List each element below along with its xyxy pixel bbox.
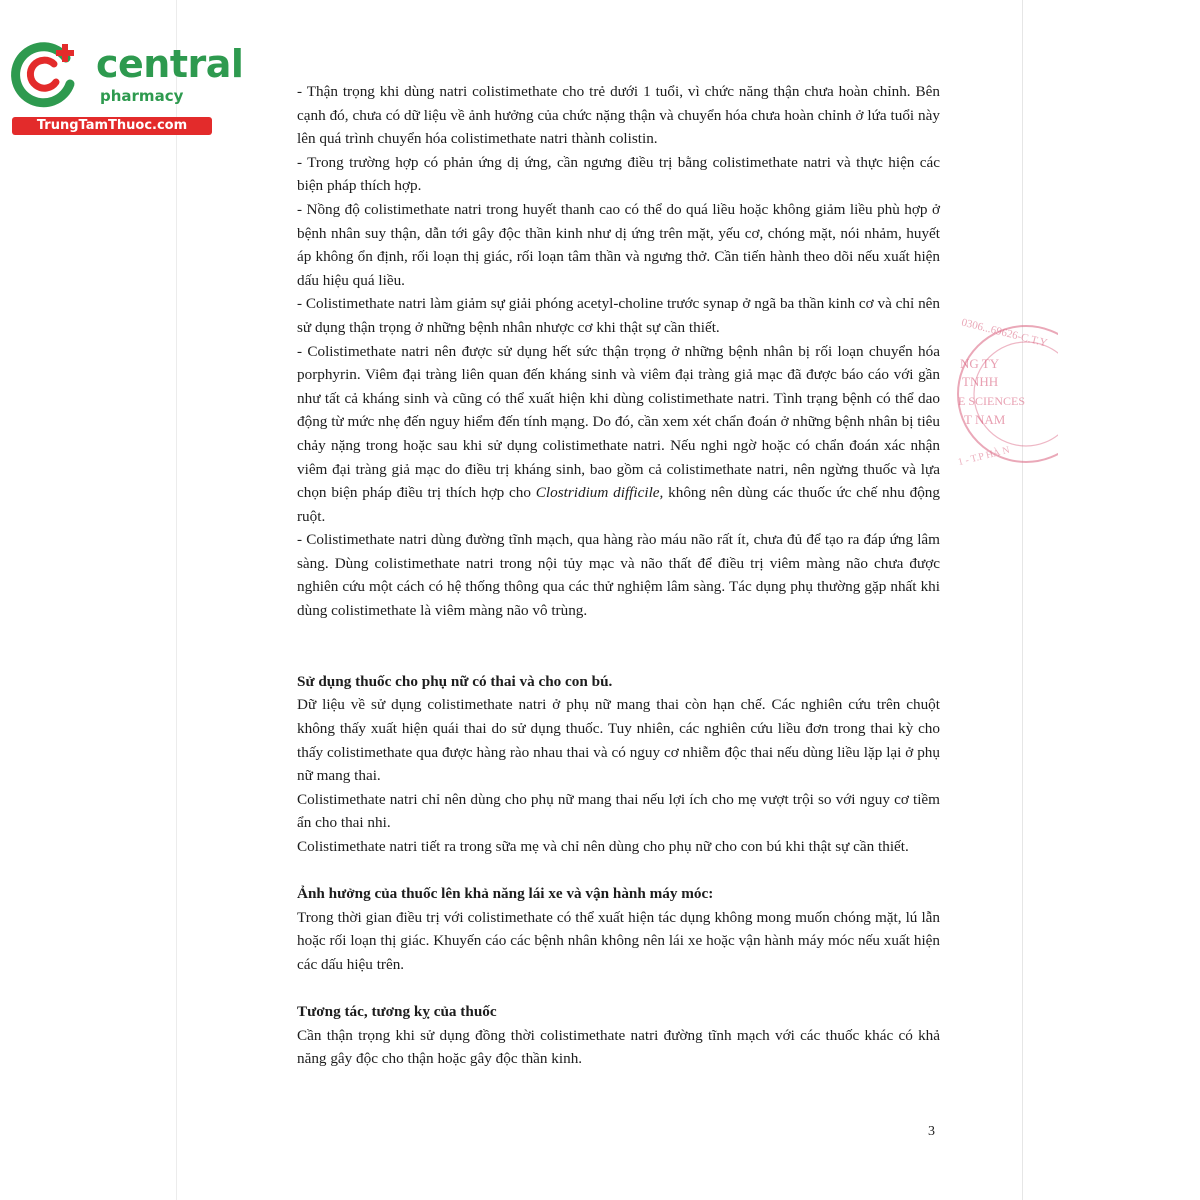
logo-website: TrungTamThuoc.com <box>12 117 212 135</box>
section-heading-interactions: Tương tác, tương kỵ của thuốc <box>297 1003 497 1021</box>
central-logo-icon <box>10 38 82 110</box>
cdiff-text-after: không nên dùng các thuốc ức chế nhu động ruột. <box>297 484 940 525</box>
cdiff-text-before: - Colistimethate natri nên được sử dụng hết sức thận trọng ở những bệnh nhân bị rối loạn chuyển hóa porphyrin. Viêm đại tràng liên quan đến kháng sinh và viêm đại tràng giả mạc đã được báo cáo với gần như tất cả kháng sinh và cũng có thể xuất hiện khi dùng colistimethate natri. Tình trạng bệnh có thể dao động từ mức nhẹ đến nguy hiểm đến tính mạng. Do đó, cần xem xét chẩn đoán ở những bệnh nhân bị tiêu chảy nặng trong hoặc sau khi sử dụng colistimethate natri. Nếu nghi ngờ hoặc có chẩn đoán xác nhận viêm đại tràng giả mạc do điều trị kháng sinh, bao gồm cả colistimethate natri, nên ngừng thuốc và lựa chọn biện pháp điều trị thích hợp cho <box>297 342 940 502</box>
document-body <box>297 80 940 1071</box>
interactions-paragraph: Cần thận trọng khi sử dụng đồng thời colistimethate natri đường tĩnh mạch với các thuốc khác có khả năng gây độc cho thận hoặc gây độc thần kinh. <box>297 1026 940 1068</box>
central-pharmacy-logo <box>10 38 244 138</box>
company-stamp <box>948 306 1058 476</box>
page-edge-left <box>176 0 177 1200</box>
logo-name: central <box>96 42 244 86</box>
svg-text:E SCIENCES: E SCIENCES <box>958 394 1026 408</box>
logo-tagline: pharmacy <box>100 87 184 105</box>
svg-text:0306...69626-C.T.Y: 0306...69626-C.T.Y <box>960 316 1049 350</box>
page-number: 3 <box>928 1124 935 1139</box>
warning-paragraph: - Thận trọng khi dùng natri colistimethate cho trẻ dưới 1 tuổi, vì chức năng thận chưa hoàn chỉnh. Bên cạnh đó, chưa có dữ liệu về ảnh hưởng của chức nặng thận và chuyển hóa chưa hoàn chỉnh ở lứa tuổi này lên quá trình chuyển hóa colistimethate natri thành colistin. <box>297 83 940 148</box>
warning-paragraph: - Trong trường hợp có phản ứng dị ứng, cần ngưng điều trị bằng colistimethate natri và thực hiện các biện pháp thích hợp. <box>297 153 940 195</box>
cdiff-italic: Clostridium difficile, <box>535 484 664 502</box>
svg-text:1 - T.P HÀ N: 1 - T.P HÀ N <box>956 444 1011 469</box>
section-heading-driving: Ảnh hưởng của thuốc lên khả năng lái xe và vận hành máy móc: <box>297 885 714 903</box>
driving-paragraph: Trong thời gian điều trị với colistimethate có thể xuất hiện tác dụng không mong muốn chóng mặt, lú lẫn hoặc rối loạn thị giác. Khuyến cáo các bệnh nhân không nên lái xe hoặc vận hành máy móc nếu xuất hiện các dấu hiệu trên. <box>297 908 940 973</box>
svg-text:TNHH: TNHH <box>962 374 999 389</box>
pregnancy-paragraph: Colistimethate natri chỉ nên dùng cho phụ nữ mang thai nếu lợi ích cho mẹ vượt trội so với nguy cơ tiềm ẩn cho thai nhi. <box>297 790 940 832</box>
svg-text:NG TY: NG TY <box>960 356 1000 371</box>
pregnancy-paragraph: Colistimethate natri tiết ra trong sữa mẹ và chỉ nên dùng cho phụ nữ cho con bú khi thật sự cần thiết. <box>297 838 909 855</box>
pregnancy-paragraph: Dữ liệu về sử dụng colistimethate natri ở phụ nữ mang thai còn hạn chế. Các nghiên cứu trên chuột không thấy xuất hiện quái thai do sử dụng thuốc. Tuy nhiên, các nghiên cứu liều đơn trong thai kỳ cho thấy colistimethate qua được hàng rào nhau thai và có nguy cơ nhiễm độc thai nếu dùng liều lặp lại ở phụ nữ mang thai. <box>297 696 940 785</box>
warning-paragraph-cdiff <box>297 340 940 529</box>
warning-paragraph: - Colistimethate natri làm giảm sự giải phóng acetyl-choline trước synap ở ngã ba thần kinh cơ và chỉ nên sử dụng thận trọng ở những bệnh nhân nhược cơ khi thật sự cần thiết. <box>297 295 940 336</box>
svg-text:T NAM: T NAM <box>964 412 1006 427</box>
warning-paragraph: - Nồng độ colistimethate natri trong huyết thanh cao có thể do quá liều hoặc không giảm liều phù hợp ở bệnh nhân suy thận, dẫn tới gây độc thần kinh như dị ứng trên mặt, yếu cơ, chóng mặt, nói nhảm, huyết áp không ổn định, rối loạn thị giác, rối loạn tâm thần và ngưng thở. Cần tiến hành theo dõi nếu xuất hiện dấu hiệu quá liều. <box>297 200 940 289</box>
warning-paragraph: - Colistimethate natri dùng đường tĩnh mạch, qua hàng rào máu não rất ít, chưa đủ để tạo ra đáp ứng lâm sàng. Dùng colistimethate natri trong nội tủy mạc và não thất để điều trị viêm màng não chưa được nghiên cứu một cách có hệ thống thông qua các thử nghiệm lâm sàng. Tác dụng phụ thường gặp nhất khi dùng colistimethate là viêm màng não vô trùng. <box>297 531 940 620</box>
section-heading-pregnancy: Sử dụng thuốc cho phụ nữ có thai và cho con bú. <box>297 672 613 690</box>
page-edge-right <box>1022 0 1023 1200</box>
